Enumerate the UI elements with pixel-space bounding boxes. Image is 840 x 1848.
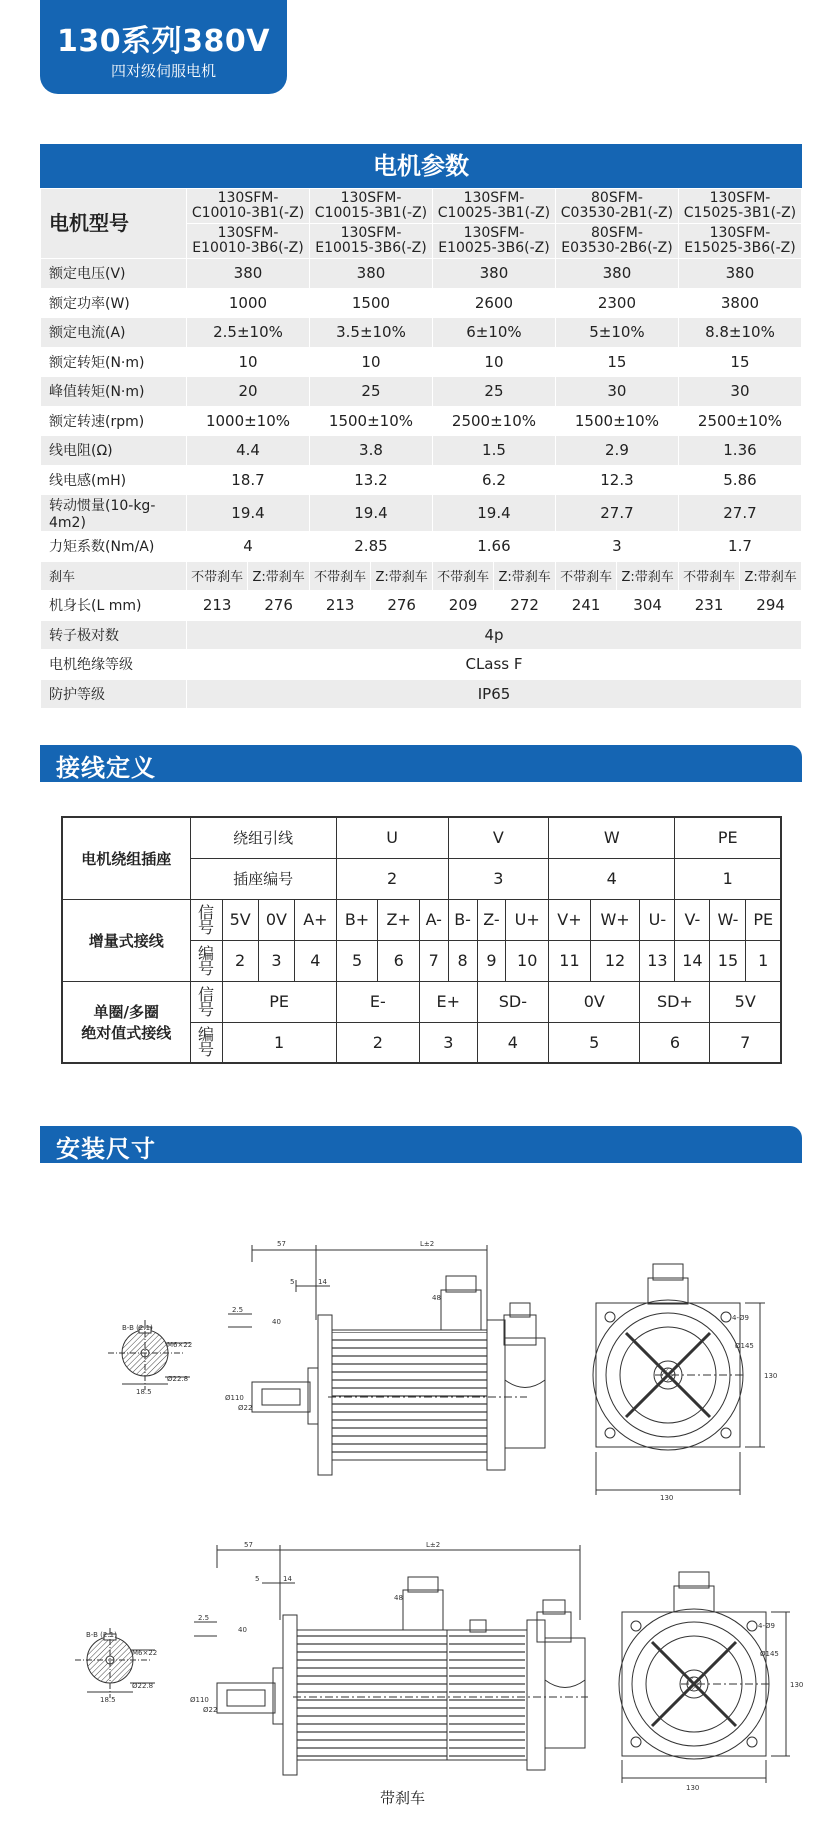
dim-label: 130 [660, 1494, 674, 1502]
param-value: 10 [187, 347, 310, 377]
param-value: 6.2 [432, 465, 555, 495]
inc-signal: V+ [549, 899, 591, 940]
param-label: 额定电压(V) [41, 259, 187, 289]
param-value: 276 [371, 591, 433, 621]
dim-label: 18.5 [100, 1696, 116, 1704]
param-value: 不带刹车 [678, 561, 739, 591]
inc-number: 8 [448, 940, 477, 981]
dim-label: 48 [432, 1294, 441, 1302]
param-value: 10 [432, 347, 555, 377]
param-value: 1.5 [432, 436, 555, 466]
model-cell: 130SFM- E10015-3B6(-Z) [309, 224, 432, 259]
dim-label: 5 [255, 1575, 260, 1583]
motor-side-view-1 [228, 1245, 545, 1475]
abs-signal: E+ [420, 981, 478, 1022]
param-value: 19.4 [309, 495, 432, 532]
dim-label: Ø22 [203, 1706, 218, 1714]
inc-signal: A+ [295, 899, 337, 940]
param-value: 294 [740, 591, 802, 621]
inc-number: 7 [420, 940, 449, 981]
model-cell: 130SFM- C10010-3B1(-Z) [187, 189, 310, 224]
param-value: 4.4 [187, 436, 310, 466]
abs-signal: E- [336, 981, 419, 1022]
model-label: 电机型号 [41, 189, 187, 259]
model-cell: 130SFM- C15025-3B1(-Z) [678, 189, 801, 224]
dim-label: M6×22 [167, 1341, 193, 1349]
model-cell: 130SFM- E10010-3B6(-Z) [187, 224, 310, 259]
dim-label: 4-Ø9 [732, 1314, 749, 1322]
inc-number: 2 [222, 940, 258, 981]
param-value: 2.85 [309, 532, 432, 562]
param-label: 额定转矩(N·m) [41, 347, 187, 377]
dim-label: 4-Ø9 [758, 1622, 775, 1630]
abs-number: 7 [710, 1022, 781, 1063]
param-value: 25 [309, 377, 432, 407]
param-value: 10 [309, 347, 432, 377]
params-heading: 电机参数 [40, 144, 802, 188]
param-value: 4 [187, 532, 310, 562]
pin-cell: 4 [549, 858, 675, 899]
model-cell: 130SFM- E10025-3B6(-Z) [432, 224, 555, 259]
lead-cell: V [448, 817, 549, 858]
lead-cell: W [549, 817, 675, 858]
dim-label: 14 [283, 1575, 292, 1583]
param-value: 213 [309, 591, 370, 621]
inc-signal: 5V [222, 899, 258, 940]
abs-signal: SD+ [640, 981, 710, 1022]
motor-front-view-2 [619, 1572, 790, 1783]
param-label: 额定功率(W) [41, 288, 187, 318]
model-cell: 80SFM- C03530-2B1(-Z) [555, 189, 678, 224]
param-value: 2300 [555, 288, 678, 318]
param-value: 1000±10% [187, 406, 310, 436]
dim-label: 2.5 [198, 1614, 210, 1622]
inc-number: 3 [258, 940, 294, 981]
param-value: 380 [187, 259, 310, 289]
inc-number: 15 [710, 940, 746, 981]
param-value: 380 [678, 259, 801, 289]
model-cell: 130SFM- C10025-3B1(-Z) [432, 189, 555, 224]
param-value: 1.66 [432, 532, 555, 562]
incremental-label: 增量式接线 [62, 899, 190, 981]
param-value: Z:带刹车 [494, 561, 556, 591]
param-label: 电机绝缘等级 [41, 650, 187, 680]
inc-signal: W+ [590, 899, 640, 940]
pin-cell: 3 [448, 858, 549, 899]
param-value: 15 [678, 347, 801, 377]
param-value: 380 [309, 259, 432, 289]
number-label: 编 号 [190, 1022, 222, 1063]
dim-label: Ø22 [238, 1404, 253, 1412]
dim-label: 14 [318, 1278, 327, 1286]
dim-label: 130 [790, 1681, 804, 1689]
signal-label: 信 号 [190, 981, 222, 1022]
abs-number: 1 [222, 1022, 336, 1063]
param-value: 3 [555, 532, 678, 562]
param-label: 刹车 [41, 561, 187, 591]
inc-signal: U- [640, 899, 675, 940]
dim-label: 5 [290, 1278, 295, 1286]
inc-number: 1 [746, 940, 781, 981]
param-value: 20 [187, 377, 310, 407]
param-label: 机身长(L mm) [41, 591, 187, 621]
pin-cell: 1 [675, 858, 781, 899]
param-value: 19.4 [432, 495, 555, 532]
inc-signal: A- [420, 899, 449, 940]
param-value: 304 [617, 591, 679, 621]
abs-signal: 5V [710, 981, 781, 1022]
param-value: 209 [432, 591, 493, 621]
inc-signal: U+ [506, 899, 549, 940]
param-value: 2.9 [555, 436, 678, 466]
motor-side-view-2 [194, 1545, 588, 1775]
wiring-heading: 接线定义 [56, 754, 156, 782]
inc-number: 5 [336, 940, 378, 981]
param-value: 不带刹车 [309, 561, 370, 591]
dim-label: 48 [394, 1594, 403, 1602]
pin-label: 插座编号 [190, 858, 336, 899]
param-value: 2500±10% [432, 406, 555, 436]
series-title: 130系列380V [57, 24, 270, 59]
dim-label: 57 [277, 1240, 286, 1248]
param-value: 380 [555, 259, 678, 289]
inc-number: 6 [378, 940, 420, 981]
dim-label: Ø22.8 [132, 1682, 154, 1690]
abs-number: 4 [477, 1022, 549, 1063]
param-value: 2.5±10% [187, 318, 310, 348]
param-value: 1500±10% [309, 406, 432, 436]
inc-number: 4 [295, 940, 337, 981]
param-value: 30 [555, 377, 678, 407]
param-value: 1500±10% [555, 406, 678, 436]
number-label: 编 号 [190, 940, 222, 981]
dim-label: Ø145 [735, 1342, 754, 1350]
param-value: 27.7 [678, 495, 801, 532]
dim-label: 130 [686, 1784, 700, 1792]
abs-number: 2 [336, 1022, 419, 1063]
model-cell: 80SFM- E03530-2B6(-Z) [555, 224, 678, 259]
param-value: Z:带刹车 [248, 561, 310, 591]
section-label-1: B-B (2:1) [122, 1324, 153, 1332]
motor-front-view-1 [593, 1264, 765, 1495]
abs-number: 3 [420, 1022, 478, 1063]
param-value: 不带刹车 [432, 561, 493, 591]
lead-label: 绕组引线 [190, 817, 336, 858]
param-label: 峰值转矩(N·m) [41, 377, 187, 407]
dim-label: 130 [764, 1372, 778, 1380]
param-value: 15 [555, 347, 678, 377]
param-value: 272 [494, 591, 556, 621]
param-label: 转子极对数 [41, 620, 187, 650]
param-value: 213 [187, 591, 248, 621]
param-value: 380 [432, 259, 555, 289]
param-value: 1.36 [678, 436, 801, 466]
install-heading: 安装尺寸 [56, 1135, 156, 1163]
abs-signal: 0V [549, 981, 640, 1022]
dim-label: L±2 [420, 1240, 435, 1248]
dim-label: 2.5 [232, 1306, 244, 1314]
param-label: 力矩系数(Nm/A) [41, 532, 187, 562]
param-label: 转动惯量(10-kg-4m2) [41, 495, 187, 532]
param-value: 5.86 [678, 465, 801, 495]
signal-label: 信 号 [190, 899, 222, 940]
abs-signal: PE [222, 981, 336, 1022]
section-label-2: B-B (2:1) [86, 1631, 117, 1639]
dim-label: Ø110 [225, 1394, 244, 1402]
param-value: 231 [678, 591, 739, 621]
inc-number: 11 [549, 940, 591, 981]
inc-number: 9 [477, 940, 506, 981]
pin-cell: 2 [336, 858, 448, 899]
param-value: 27.7 [555, 495, 678, 532]
inc-signal: B- [448, 899, 477, 940]
inc-signal: V- [675, 899, 710, 940]
param-value: 276 [248, 591, 310, 621]
param-value: 12.3 [555, 465, 678, 495]
inc-signal: Z+ [378, 899, 420, 940]
param-label: 线电阻(Ω) [41, 436, 187, 466]
param-value: 不带刹车 [187, 561, 248, 591]
abs-signal: SD- [477, 981, 549, 1022]
brake-caption: 带刹车 [380, 1789, 426, 1807]
param-label: 额定转速(rpm) [41, 406, 187, 436]
inc-number: 13 [640, 940, 675, 981]
param-value: 2600 [432, 288, 555, 318]
param-value: CLass F [187, 650, 802, 680]
inc-signal: Z- [477, 899, 506, 940]
param-value: 30 [678, 377, 801, 407]
dim-label: L±2 [426, 1541, 441, 1549]
lead-cell: PE [675, 817, 781, 858]
model-cell: 130SFM- C10015-3B1(-Z) [309, 189, 432, 224]
param-value: 2500±10% [678, 406, 801, 436]
dim-label: Ø22.8 [167, 1375, 189, 1383]
param-value: 1.7 [678, 532, 801, 562]
param-value: 3.5±10% [309, 318, 432, 348]
inc-signal: PE [746, 899, 781, 940]
param-value: 241 [555, 591, 616, 621]
param-value: Z:带刹车 [617, 561, 679, 591]
dim-label: 40 [238, 1626, 247, 1634]
param-value: IP65 [187, 679, 802, 709]
param-label: 防护等级 [41, 679, 187, 709]
param-value: 3.8 [309, 436, 432, 466]
param-value: 19.4 [187, 495, 310, 532]
series-subtitle: 四对级伺服电机 [110, 62, 216, 80]
inc-signal: 0V [258, 899, 294, 940]
dim-label: Ø110 [190, 1696, 209, 1704]
socket-label: 电机绕组插座 [62, 817, 190, 899]
dim-label: Ø145 [760, 1650, 779, 1658]
dim-label: M6×22 [132, 1649, 158, 1657]
abs-number: 5 [549, 1022, 640, 1063]
param-value: 不带刹车 [555, 561, 616, 591]
param-value: 4p [187, 620, 802, 650]
param-value: Z:带刹车 [740, 561, 802, 591]
inc-number: 12 [590, 940, 640, 981]
dim-label: 57 [244, 1541, 253, 1549]
param-value: 8.8±10% [678, 318, 801, 348]
param-label: 线电感(mH) [41, 465, 187, 495]
inc-number: 14 [675, 940, 710, 981]
absolute-label: 单圈/多圈 绝对值式接线 [62, 981, 190, 1063]
inc-number: 10 [506, 940, 549, 981]
dim-label: 40 [272, 1318, 281, 1326]
param-value: 1500 [309, 288, 432, 318]
lead-cell: U [336, 817, 448, 858]
drawing-brake [75, 1545, 790, 1783]
param-value: 18.7 [187, 465, 310, 495]
param-value: Z:带刹车 [371, 561, 433, 591]
param-value: 13.2 [309, 465, 432, 495]
param-value: 3800 [678, 288, 801, 318]
inc-signal: W- [710, 899, 746, 940]
param-label: 额定电流(A) [41, 318, 187, 348]
param-value: 5±10% [555, 318, 678, 348]
model-cell: 130SFM- E15025-3B6(-Z) [678, 224, 801, 259]
param-value: 6±10% [432, 318, 555, 348]
inc-signal: B+ [336, 899, 378, 940]
param-value: 25 [432, 377, 555, 407]
dim-label: 18.5 [136, 1388, 152, 1396]
abs-number: 6 [640, 1022, 710, 1063]
param-value: 1000 [187, 288, 310, 318]
drawing-standard [108, 1245, 765, 1495]
